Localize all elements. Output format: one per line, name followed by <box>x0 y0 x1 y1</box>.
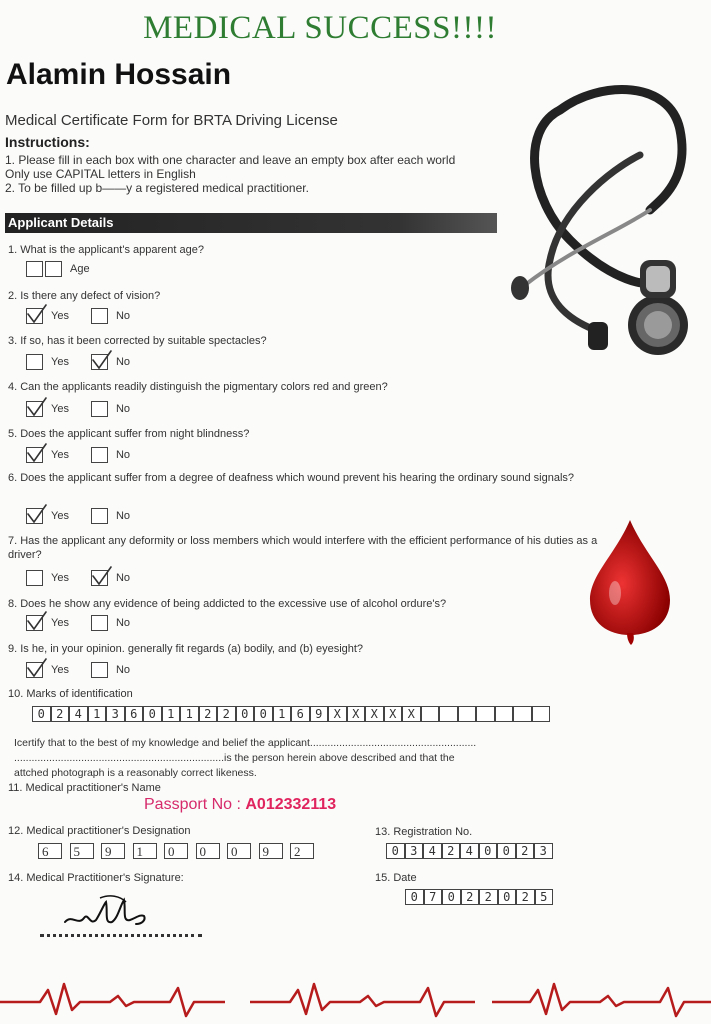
character-cell[interactable] <box>495 706 514 722</box>
character-cell[interactable]: 2 <box>217 706 236 722</box>
yes-checkbox[interactable] <box>26 662 43 678</box>
passport-value: A012332113 <box>245 796 337 813</box>
character-cell[interactable]: 5 <box>70 843 94 859</box>
passport-label: Passport No : <box>144 796 246 813</box>
question-8: 8. Does he show any evidence of being addicted to the excessive use of alcohol ordure's? <box>8 598 447 610</box>
passport-number <box>144 796 336 814</box>
character-cell[interactable]: 2 <box>442 843 461 859</box>
question-9: 9. Is he, in your opinion. generally fit regards (a) bodily, and (b) eyesight? <box>8 643 364 655</box>
certify-line-1: Icertify that to the best of my knowledge and belief the applicant......................................................... <box>14 737 477 749</box>
no-label: No <box>115 449 131 461</box>
character-cell[interactable]: 9 <box>101 843 125 859</box>
answer-row-9 <box>26 659 152 681</box>
yes-checkbox[interactable] <box>26 354 43 370</box>
instructions-heading: Instructions: <box>5 134 90 150</box>
checkmark-icon <box>91 350 113 372</box>
character-cell[interactable]: 1 <box>180 706 199 722</box>
character-cell[interactable]: X <box>328 706 347 722</box>
no-checkbox[interactable] <box>91 615 108 631</box>
answer-row-7 <box>26 567 152 589</box>
character-cell[interactable]: 1 <box>273 706 292 722</box>
checkmark-icon <box>91 566 113 588</box>
character-cell[interactable]: 0 <box>497 843 516 859</box>
no-label: No <box>115 403 131 415</box>
character-cell[interactable]: X <box>384 706 403 722</box>
question-6: 6. Does the applicant suffer from a degree of deafness which wound prevent his hearing the ordinary sound signals? <box>8 472 575 484</box>
question-11: 11. Medical practitioner's Name <box>8 782 161 794</box>
character-cell[interactable]: 6 <box>38 843 62 859</box>
character-cell[interactable]: 0 <box>254 706 273 722</box>
answer-row-8 <box>26 612 152 634</box>
no-checkbox[interactable] <box>91 570 108 586</box>
age-digit-box[interactable] <box>26 261 43 277</box>
instruction-line-3: 2. To be filled up b——y a registered medical practitioner. <box>5 181 309 195</box>
character-cell[interactable]: 0 <box>479 843 498 859</box>
question-13: 13. Registration No. <box>375 826 473 838</box>
date-field <box>405 889 553 905</box>
character-cell[interactable] <box>439 706 458 722</box>
signature-icon <box>60 892 160 936</box>
character-cell[interactable]: 4 <box>460 843 479 859</box>
yes-checkbox[interactable] <box>26 508 43 524</box>
stethoscope-icon <box>500 60 705 380</box>
character-cell[interactable] <box>532 706 551 722</box>
character-cell[interactable]: 0 <box>498 889 517 905</box>
yes-label: Yes <box>51 449 69 461</box>
checkmark-icon <box>26 443 48 465</box>
question-4: 4. Can the applicants readily distinguish the pigmentary colors red and green? <box>8 381 388 393</box>
character-cell[interactable]: 0 <box>164 843 188 859</box>
character-cell[interactable]: 5 <box>535 889 554 905</box>
yes-label: Yes <box>51 572 69 584</box>
heartbeat-line-icon <box>0 980 711 1024</box>
checkmark-icon <box>26 397 48 419</box>
question-5: 5. Does the applicant suffer from night blindness? <box>8 428 250 440</box>
yes-label: Yes <box>51 664 69 676</box>
character-cell[interactable]: X <box>347 706 366 722</box>
character-cell[interactable] <box>513 706 532 722</box>
yes-checkbox[interactable] <box>26 615 43 631</box>
instruction-line-2: Only use CAPITAL letters in English <box>5 167 196 181</box>
question-12: 12. Medical practitioner's Designation <box>8 825 191 837</box>
character-cell[interactable]: 9 <box>259 843 283 859</box>
character-cell[interactable]: X <box>402 706 421 722</box>
character-cell[interactable]: 2 <box>199 706 218 722</box>
yes-label: Yes <box>51 510 69 522</box>
character-cell[interactable]: 1 <box>133 843 157 859</box>
no-checkbox[interactable] <box>91 401 108 417</box>
answer-row-6 <box>26 505 152 527</box>
form-title: Medical Certificate Form for BRTA Driving License <box>5 112 338 129</box>
character-cell[interactable]: 1 <box>88 706 107 722</box>
answer-row-5 <box>26 444 152 466</box>
question-14: 14. Medical Practitioner's Signature: <box>8 872 184 884</box>
applicant-name: Alamin Hossain <box>6 58 232 91</box>
character-cell[interactable]: 3 <box>106 706 125 722</box>
character-cell[interactable]: 7 <box>424 889 443 905</box>
age-field <box>26 258 112 280</box>
yes-label: Yes <box>51 617 69 629</box>
character-cell[interactable]: 0 <box>442 889 461 905</box>
character-cell[interactable]: 0 <box>386 843 405 859</box>
checkmark-icon <box>26 304 48 326</box>
question-1: 1. What is the applicant's apparent age? <box>8 244 204 256</box>
character-cell[interactable]: 2 <box>516 843 535 859</box>
character-cell[interactable]: 0 <box>227 843 251 859</box>
no-checkbox[interactable] <box>91 447 108 463</box>
character-cell[interactable]: 0 <box>196 843 220 859</box>
certify-line-3: attched photograph is a reasonably correct likeness. <box>14 767 257 779</box>
character-cell[interactable]: 0 <box>32 706 51 722</box>
checkmark-icon <box>26 611 48 633</box>
character-cell[interactable]: 9 <box>310 706 329 722</box>
character-cell[interactable] <box>421 706 440 722</box>
answer-row-2 <box>26 305 152 327</box>
character-cell[interactable]: 2 <box>479 889 498 905</box>
age-label: Age <box>70 263 90 275</box>
yes-label: Yes <box>51 310 69 322</box>
character-cell[interactable]: 6 <box>125 706 144 722</box>
character-cell[interactable]: 0 <box>405 889 424 905</box>
no-label: No <box>115 572 131 584</box>
registration-number-field <box>386 843 553 859</box>
section-applicant-details: Applicant Details <box>5 213 497 233</box>
character-cell[interactable]: 0 <box>236 706 255 722</box>
yes-checkbox[interactable] <box>26 447 43 463</box>
question-2: 2. Is there any defect of vision? <box>8 290 161 302</box>
no-label: No <box>115 510 131 522</box>
character-cell[interactable]: 2 <box>290 843 314 859</box>
yes-label: Yes <box>51 356 69 368</box>
no-checkbox[interactable] <box>91 508 108 524</box>
character-cell[interactable]: 4 <box>69 706 88 722</box>
answer-row-4 <box>26 398 152 420</box>
checkmark-icon <box>26 658 48 680</box>
character-cell[interactable]: 2 <box>51 706 70 722</box>
character-cell[interactable]: 2 <box>516 889 535 905</box>
signature-line <box>40 934 202 937</box>
question-3: 3. If so, has it been corrected by suitable spectacles? <box>8 335 267 347</box>
no-label: No <box>115 664 131 676</box>
answer-row-3 <box>26 351 152 373</box>
age-digit-box[interactable] <box>45 261 62 277</box>
no-checkbox[interactable] <box>91 662 108 678</box>
character-cell[interactable]: X <box>365 706 384 722</box>
checkmark-icon <box>26 504 48 526</box>
designation-field <box>38 843 314 859</box>
no-checkbox[interactable] <box>91 354 108 370</box>
certify-line-2: ........................................................................is the person herein above described and that the <box>14 752 455 764</box>
character-cell[interactable]: 2 <box>461 889 480 905</box>
character-cell[interactable]: 0 <box>143 706 162 722</box>
question-10: 10. Marks of identification <box>8 688 133 700</box>
no-label: No <box>115 310 131 322</box>
question-7: 7. Has the applicant any deformity or loss members which would interfere with the efficient performance of his duties as a driver? <box>8 535 598 561</box>
no-label: No <box>115 617 131 629</box>
identification-marks-field <box>32 706 550 722</box>
character-cell[interactable]: 4 <box>423 843 442 859</box>
yes-checkbox[interactable] <box>26 308 43 324</box>
character-cell[interactable]: 3 <box>405 843 424 859</box>
instruction-line-1: 1. Please fill in each box with one character and leave an empty box after each world <box>5 153 456 167</box>
character-cell[interactable]: 6 <box>291 706 310 722</box>
banner-title: MEDICAL SUCCESS!!!! <box>143 10 497 46</box>
question-15: 15. Date <box>375 872 417 884</box>
character-cell[interactable] <box>458 706 477 722</box>
no-checkbox[interactable] <box>91 308 108 324</box>
character-cell[interactable]: 3 <box>534 843 553 859</box>
no-label: No <box>115 356 131 368</box>
character-cell[interactable] <box>476 706 495 722</box>
yes-checkbox[interactable] <box>26 401 43 417</box>
yes-label: Yes <box>51 403 69 415</box>
character-cell[interactable]: 1 <box>162 706 181 722</box>
yes-checkbox[interactable] <box>26 570 43 586</box>
